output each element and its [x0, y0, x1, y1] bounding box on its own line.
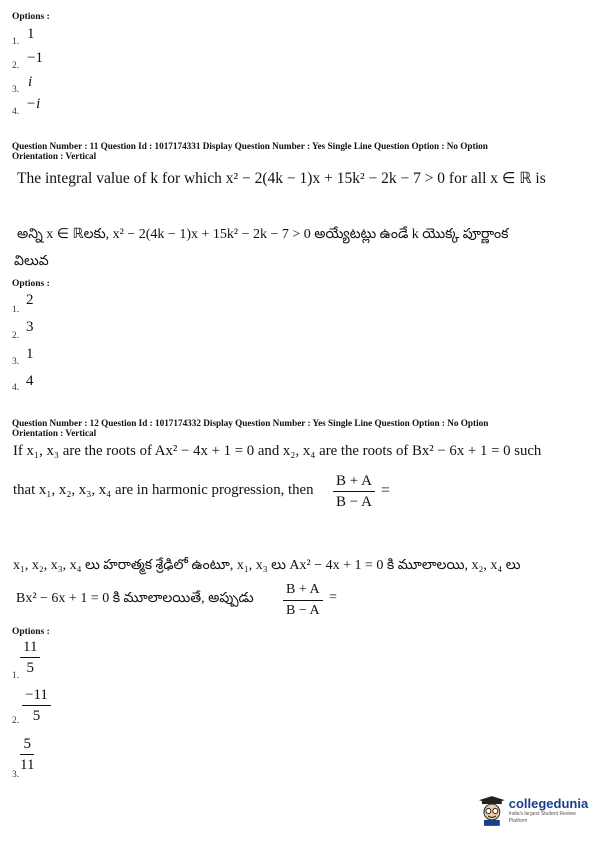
options-label: Options :: [12, 279, 50, 289]
option-number: 3.: [12, 85, 20, 95]
options-label: Options :: [12, 627, 50, 637]
option-number: 2.: [12, 716, 20, 726]
logo-name: collegedunia: [508, 796, 589, 811]
fraction-denominator: B − A: [336, 494, 372, 510]
fraction-numerator: 5: [20, 734, 34, 755]
fraction-numerator: 11: [20, 637, 40, 658]
option-value: 4: [26, 373, 34, 389]
option-number: 3.: [12, 357, 20, 367]
option-fraction: [20, 637, 40, 678]
question-text: If x₁, x₃ are the roots of Ax² − 4x + 1 = 0 and x₂, x₄ are the roots of Bx² − 6x + 1 = 0 such: [13, 443, 542, 459]
logo-tagline: India's largest Student Review Platform: [508, 811, 576, 824]
option-number: 1.: [12, 305, 20, 315]
fraction: [283, 580, 323, 621]
fraction-denominator: 11: [20, 757, 35, 773]
question-text-telugu: x₁, x₂, x₃, x₄ లు హరాత్మక శ్రేఢిలో ఉంటూ, x₁, x₃ లు Ax² − 4x + 1 = 0 కి మూలాలయి, x₂, x₄ లు: [13, 558, 521, 573]
option-fraction: [22, 685, 51, 726]
options-label: Options :: [12, 12, 50, 22]
equals-sign: =: [329, 590, 337, 605]
mascot-icon: [478, 796, 506, 826]
option-number: 2.: [12, 61, 20, 71]
option-number: 1.: [12, 671, 20, 681]
fraction-numerator: B + A: [333, 471, 375, 492]
fraction-denominator: 5: [26, 660, 34, 676]
question-text-telugu: Bx² − 6x + 1 = 0 కి మూలాలయితే, అప్పుడు: [16, 591, 254, 606]
question-meta: Question Number : 11 Question Id : 1017174331 Display Question Number : Yes Single Line Question Option : No Option: [12, 141, 488, 151]
question-meta: Question Number : 12 Question Id : 1017174332 Display Question Number : Yes Single Line Question Option : No Option: [12, 418, 489, 428]
option-value: −1: [27, 50, 43, 66]
fraction-denominator: 5: [32, 708, 41, 724]
option-fraction: [20, 734, 34, 775]
question-text: The integral value of k for which x² − 2(4k − 1)x + 15k² − 2k − 7 > 0 for all x ∈ ℝ is: [17, 170, 546, 187]
option-value: −i: [26, 96, 41, 112]
fraction-numerator: B + A: [283, 580, 323, 601]
option-value: 3: [26, 319, 34, 335]
option-value: 2: [26, 292, 34, 308]
fraction-denominator: B − A: [286, 603, 320, 618]
collegedunia-logo: [478, 796, 595, 826]
equals-sign: =: [381, 482, 390, 499]
option-value: 1: [26, 346, 34, 362]
option-number: 2.: [12, 331, 20, 341]
fraction: [333, 471, 375, 512]
question-orientation: Orientation : Vertical: [12, 428, 97, 438]
option-number: 3.: [12, 770, 20, 780]
question-text: that x₁, x₂, x₃, x₄ are in harmonic progression, then: [13, 482, 314, 498]
option-number: 4.: [12, 107, 20, 117]
question-orientation: Orientation : Vertical: [12, 151, 97, 161]
fraction-numerator: −11: [22, 685, 51, 706]
option-number: 1.: [12, 37, 20, 47]
option-value: i: [28, 74, 33, 90]
option-value: 1: [27, 26, 35, 42]
option-number: 4.: [12, 383, 20, 393]
question-text-telugu: విలువ: [14, 254, 49, 269]
question-text-telugu: అన్ని x ∈ ℝలకు, x² − 2(4k − 1)x + 15k² − 2k − 7 > 0 అయ్యేటట్లు ఉండే k యొక్క పూర్ణాంక: [17, 227, 509, 242]
